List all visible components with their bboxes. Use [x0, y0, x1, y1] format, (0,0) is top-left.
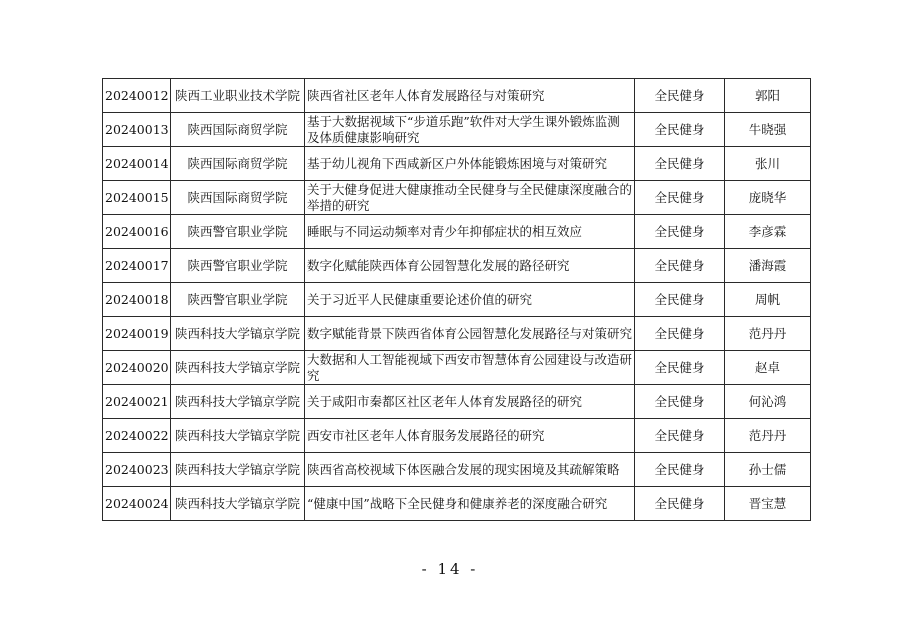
- project-title-cell: 陕西省社区老年人体育发展路径与对策研究: [305, 79, 635, 113]
- project-title-cell: “健康中国”战略下全民健身和健康养老的深度融合研究: [305, 487, 635, 521]
- project-title-cell: 数字化赋能陕西体育公园智慧化发展的路径研究: [305, 249, 635, 283]
- project-title-cell: 关于咸阳市秦都区社区老年人体育发展路径的研究: [305, 385, 635, 419]
- project-title-cell: 基于幼儿视角下西咸新区户外体能锻炼困境与对策研究: [305, 147, 635, 181]
- project-id-cell: 20240013: [103, 113, 171, 147]
- project-title-cell: 西安市社区老年人体育服务发展路径的研究: [305, 419, 635, 453]
- table-row: [103, 487, 811, 521]
- table-row: [103, 317, 811, 351]
- category-cell: 全民健身: [635, 283, 725, 317]
- table-row: [103, 249, 811, 283]
- table-row: [103, 385, 811, 419]
- page-number: - 14 -: [421, 560, 479, 578]
- project-id-cell: 20240019: [103, 317, 171, 351]
- school-cell: 陕西国际商贸学院: [171, 147, 305, 181]
- table-row: [103, 113, 811, 147]
- host-cell: 潘海霞: [725, 249, 811, 283]
- project-id-cell: 20240022: [103, 419, 171, 453]
- project-id-cell: 20240018: [103, 283, 171, 317]
- school-cell: 陕西科技大学镐京学院: [171, 487, 305, 521]
- category-cell: 全民健身: [635, 215, 725, 249]
- category-cell: 全民健身: [635, 317, 725, 351]
- project-id-cell: 20240023: [103, 453, 171, 487]
- project-title-cell: 睡眠与不同运动频率对青少年抑郁症状的相互效应: [305, 215, 635, 249]
- table-row: [103, 453, 811, 487]
- host-cell: 何沁鸿: [725, 385, 811, 419]
- category-cell: 全民健身: [635, 453, 725, 487]
- host-cell: 赵卓: [725, 351, 811, 385]
- project-title-cell: 陕西省高校视域下体医融合发展的现实困境及其疏解策略: [305, 453, 635, 487]
- project-title-cell: 基于大数据视域下“步道乐跑”软件对大学生课外锻炼监测及体质健康影响研究: [305, 113, 635, 147]
- project-id-cell: 20240015: [103, 181, 171, 215]
- category-cell: 全民健身: [635, 419, 725, 453]
- host-cell: 范丹丹: [725, 419, 811, 453]
- project-id-cell: 20240021: [103, 385, 171, 419]
- table-row: [103, 419, 811, 453]
- category-cell: 全民健身: [635, 249, 725, 283]
- project-table: [102, 78, 811, 521]
- table-row: [103, 181, 811, 215]
- table-row: [103, 79, 811, 113]
- category-cell: 全民健身: [635, 351, 725, 385]
- school-cell: 陕西警官职业学院: [171, 215, 305, 249]
- host-cell: 晋宝慧: [725, 487, 811, 521]
- school-cell: 陕西科技大学镐京学院: [171, 453, 305, 487]
- school-cell: 陕西国际商贸学院: [171, 181, 305, 215]
- host-cell: 李彦霖: [725, 215, 811, 249]
- host-cell: 牛晓强: [725, 113, 811, 147]
- school-cell: 陕西科技大学镐京学院: [171, 317, 305, 351]
- school-cell: 陕西警官职业学院: [171, 283, 305, 317]
- table-row: [103, 283, 811, 317]
- project-title-cell: 关于习近平人民健康重要论述价值的研究: [305, 283, 635, 317]
- school-cell: 陕西科技大学镐京学院: [171, 385, 305, 419]
- host-cell: 范丹丹: [725, 317, 811, 351]
- project-id-cell: 20240020: [103, 351, 171, 385]
- category-cell: 全民健身: [635, 487, 725, 521]
- project-id-cell: 20240017: [103, 249, 171, 283]
- category-cell: 全民健身: [635, 385, 725, 419]
- project-title-cell: 关于大健身促进大健康推动全民健身与全民健康深度融合的举措的研究: [305, 181, 635, 215]
- host-cell: 孙士儒: [725, 453, 811, 487]
- school-cell: 陕西工业职业技术学院: [171, 79, 305, 113]
- school-cell: 陕西科技大学镐京学院: [171, 351, 305, 385]
- category-cell: 全民健身: [635, 181, 725, 215]
- category-cell: 全民健身: [635, 147, 725, 181]
- school-cell: 陕西国际商贸学院: [171, 113, 305, 147]
- host-cell: 庞晓华: [725, 181, 811, 215]
- project-id-cell: 20240024: [103, 487, 171, 521]
- project-id-cell: 20240014: [103, 147, 171, 181]
- school-cell: 陕西警官职业学院: [171, 249, 305, 283]
- table-row: [103, 147, 811, 181]
- project-id-cell: 20240016: [103, 215, 171, 249]
- host-cell: 周帆: [725, 283, 811, 317]
- project-title-cell: 大数据和人工智能视域下西安市智慧体育公园建设与改造研究: [305, 351, 635, 385]
- table-row: [103, 351, 811, 385]
- project-id-cell: 20240012: [103, 79, 171, 113]
- school-cell: 陕西科技大学镐京学院: [171, 419, 305, 453]
- table-row: [103, 215, 811, 249]
- host-cell: 郭阳: [725, 79, 811, 113]
- category-cell: 全民健身: [635, 113, 725, 147]
- host-cell: 张川: [725, 147, 811, 181]
- category-cell: 全民健身: [635, 79, 725, 113]
- project-title-cell: 数字赋能背景下陕西省体育公园智慧化发展路径与对策研究: [305, 317, 635, 351]
